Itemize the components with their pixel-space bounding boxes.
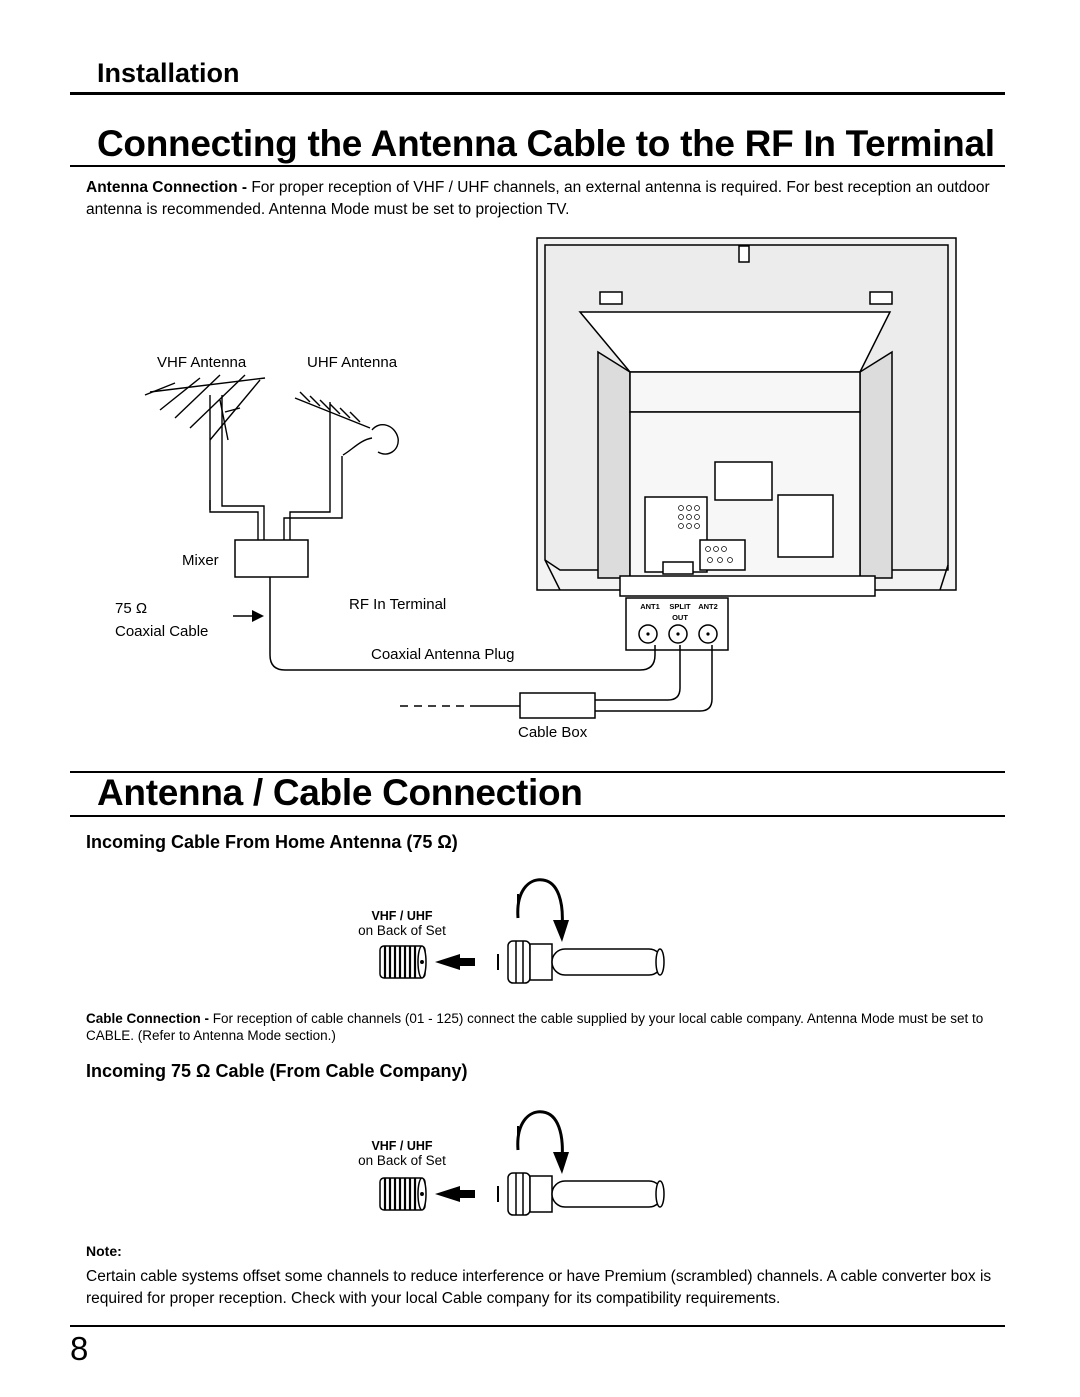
uhf-antenna-label: UHF Antenna	[307, 354, 398, 371]
note-label: Note:	[86, 1243, 122, 1259]
coaxial-cable-label: Coaxial Cable	[115, 623, 209, 640]
antenna-feed-lines	[210, 495, 342, 540]
on-back-of-set-label: on Back of Set	[358, 1153, 446, 1168]
vhf-uhf-label: VHF / UHF	[371, 1139, 433, 1153]
home-antenna-subheading: Incoming Cable From Home Antenna (75 Ω)	[86, 832, 458, 852]
section2-title: Antenna / Cable Connection	[97, 772, 583, 813]
insert-arrow-icon	[435, 954, 475, 970]
coaxial-plug-label: Coaxial Antenna Plug	[371, 646, 515, 663]
home-antenna-connector-diagram	[340, 870, 700, 990]
mixer-label: Mixer	[182, 552, 219, 569]
insert-arrow-icon	[435, 1186, 475, 1202]
coaxial-plug-icon	[508, 1173, 664, 1215]
cable-company-subheading: Incoming 75 Ω Cable (From Cable Company)	[86, 1061, 468, 1081]
on-back-of-set-label: on Back of Set	[358, 923, 446, 938]
section2-title-rule	[70, 815, 1005, 817]
cable-box	[520, 693, 595, 718]
cable-company-connector-diagram	[340, 1100, 700, 1220]
split-label: SPLIT	[669, 602, 691, 611]
rf-in-terminal-label: RF In Terminal	[349, 596, 447, 613]
ant2-label: ANT2	[698, 602, 718, 611]
cable-connection-paragraph	[86, 1010, 1016, 1044]
cable-connection-label: Cable Connection -	[86, 1011, 213, 1026]
antenna-connection-text: For proper reception of VHF / UHF channels, an external antenna is required. For best reception an outdoor antenna is recommended. Antenna Mode must be set to projection TV.	[86, 179, 990, 218]
mixer-box	[235, 540, 308, 577]
rotate-arrow-icon	[518, 880, 569, 942]
coaxial-arrow-icon	[233, 610, 264, 622]
antenna-connection-label: Antenna Connection -	[86, 179, 252, 196]
footer-rule	[70, 1325, 1005, 1327]
ant1-label: ANT1	[640, 602, 660, 611]
page-title: Connecting the Antenna Cable to the RF In Terminal	[97, 123, 995, 164]
out-label: OUT	[672, 613, 688, 622]
coaxial-plug-icon	[508, 941, 664, 983]
vhf-antenna-icon	[145, 375, 265, 510]
page-number: 8	[70, 1330, 89, 1367]
cable-box-label: Cable Box	[518, 724, 588, 741]
rotate-arrow-icon	[518, 1112, 569, 1174]
uhf-antenna-icon	[295, 392, 398, 500]
cable-connection-text: For reception of cable channels (01 - 125) connect the cable supplied by your local cable company. Antenna Mode must be set to CABLE. (Refer to Antenna Mode section.)	[86, 1011, 984, 1043]
vhf-uhf-terminal-icon	[380, 1178, 426, 1210]
vhf-uhf-terminal-icon	[380, 946, 426, 978]
tv-back-illustration	[537, 238, 956, 596]
note-text: Certain cable systems offset some channels to reduce interference or have Premium (scrambled) channels. A cable converter box is required for proper reception. Check with your local Cable company for its compatibility requirements.	[86, 1268, 992, 1307]
vhf-uhf-label: VHF / UHF	[371, 909, 433, 923]
section-header: Installation	[97, 58, 240, 88]
vhf-antenna-label: VHF Antenna	[157, 354, 247, 371]
ohm-label: 75 Ω	[115, 600, 148, 617]
